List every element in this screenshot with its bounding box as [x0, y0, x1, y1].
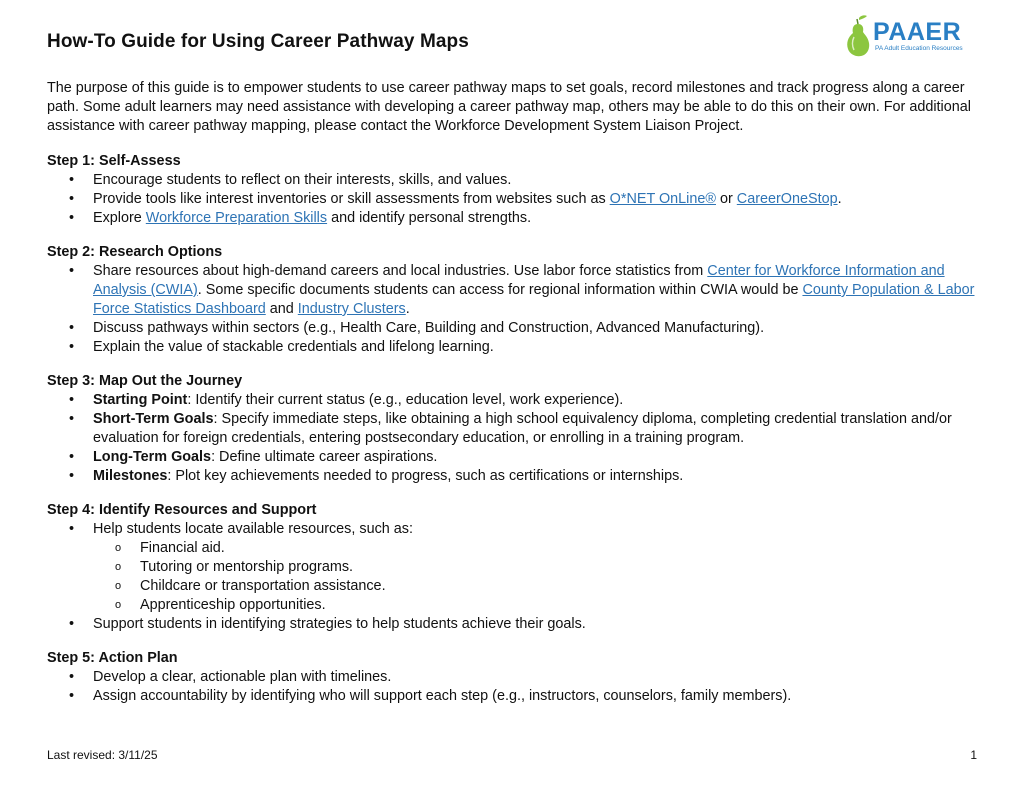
list-item-term: Long-Term Goals [93, 449, 212, 465]
list-item-text: . Some specific documents students can access for regional information within CWIA would be [197, 282, 803, 298]
list-item-text: : Define ultimate career aspirations. [211, 449, 438, 465]
list-item-term: Starting Point [93, 392, 188, 408]
step-3-heading: Step 3: Map Out the Journey [47, 373, 243, 389]
list-item [47, 467, 977, 486]
careeronestop-link[interactable]: CareerOneStop [736, 191, 838, 207]
list-item-term: Milestones [93, 468, 168, 484]
step-3-section [47, 372, 977, 486]
step-4-section [47, 501, 977, 634]
page-number: 1 [970, 748, 977, 762]
list-item: • Assign accountability by identifying who will support each step (e.g., instructors, counselors, family members). [47, 687, 977, 706]
page-title: How-To Guide for Using Career Pathway Maps [47, 31, 469, 52]
list-item [47, 209, 977, 228]
last-revised-footer: Last revised: 3/11/25 [47, 748, 158, 762]
step-5-section [47, 649, 977, 706]
logo-subtitle: PA Adult Education Resources [875, 45, 963, 52]
step-1-section [47, 152, 977, 228]
list-item [47, 520, 977, 615]
list-item: • Support students in identifying strategies to help students achieve their goals. [47, 615, 977, 634]
step-2-list [47, 262, 977, 357]
step-4-sublist [93, 539, 977, 615]
cwia-link[interactable]: Center for Workforce Information and Analysis (CWIA) [93, 263, 945, 298]
step-4-list [47, 520, 977, 634]
logo-name: PAAER [873, 18, 962, 46]
step-4-heading: Step 4: Identify Resources and Support [47, 502, 317, 518]
list-item-text: : Identify their current status (e.g., education level, work experience). [187, 392, 624, 408]
list-item [47, 391, 977, 410]
list-item: • Encourage students to reflect on their interests, skills, and values. [47, 171, 977, 190]
document-body [47, 79, 977, 721]
list-item-text: : Plot key achievements needed to progress, such as certifications or internships. [167, 468, 684, 484]
list-item-text: Explore [93, 210, 146, 226]
list-item: • Develop a clear, actionable plan with timelines. [47, 668, 977, 687]
industry-clusters-link[interactable]: Industry Clusters [297, 301, 406, 317]
list-item [47, 448, 977, 467]
sub-list-item: o Apprenticeship opportunities. [93, 596, 977, 615]
list-item-text: Help students locate available resources, such as: [93, 521, 413, 537]
list-item [47, 262, 977, 319]
step-1-list [47, 171, 977, 228]
list-item: • Discuss pathways within sectors (e.g., Health Care, Building and Construction, Advanced Manufacturing). [47, 319, 977, 338]
list-item-text: and identify personal strengths. [327, 210, 532, 226]
list-item-text: Share resources about high-demand careers and local industries. Use labor force statistics from [93, 263, 708, 279]
step-2-section [47, 243, 977, 357]
list-item: • Explain the value of stackable credentials and lifelong learning. [47, 338, 977, 357]
step-3-list [47, 391, 977, 486]
workforce-preparation-skills-link[interactable]: Workforce Preparation Skills [145, 210, 328, 226]
step-1-heading: Step 1: Self-Assess [47, 153, 181, 169]
list-item-text: and [265, 301, 298, 317]
list-item-term: Short-Term Goals [93, 411, 214, 427]
sub-list-item: o Financial aid. [93, 539, 977, 558]
list-item [47, 410, 977, 448]
step-5-list [47, 668, 977, 706]
step-2-heading: Step 2: Research Options [47, 244, 223, 260]
sub-list-item: o Tutoring or mentorship programs. [93, 558, 977, 577]
list-item-text: or [716, 191, 737, 207]
list-item-text: Provide tools like interest inventories or skill assessments from websites such as [93, 191, 610, 207]
list-item-text: : Specify immediate steps, like obtaining a high school equivalency diploma, completing credential translation and/or evaluation for foreign credentials, entering postsecondary education, or enrolling in a training program. [93, 411, 952, 446]
list-item-text: . [405, 301, 410, 317]
county-population-dashboard-link[interactable]: County Population & Labor Force Statistics Dashboard [93, 282, 975, 317]
sub-list-item: o Childcare or transportation assistance. [93, 577, 977, 596]
intro-paragraph: The purpose of this guide is to empower students to use career pathway maps to set goals, record milestones and track progress along a career path. Some adult learners may need assistance with developing a career pathway map, others may be able to do this on their own. For additional assistance with career pathway mapping, please contact the Workforce Development System Liaison Project. [47, 80, 971, 134]
step-5-heading: Step 5: Action Plan [47, 650, 178, 666]
paaer-logo [845, 15, 977, 59]
onet-online-link[interactable]: O*NET OnLine® [609, 191, 716, 207]
list-item-text: . [837, 191, 842, 207]
document-page [47, 0, 977, 791]
pear-logo-icon [845, 15, 871, 57]
list-item [47, 190, 977, 209]
